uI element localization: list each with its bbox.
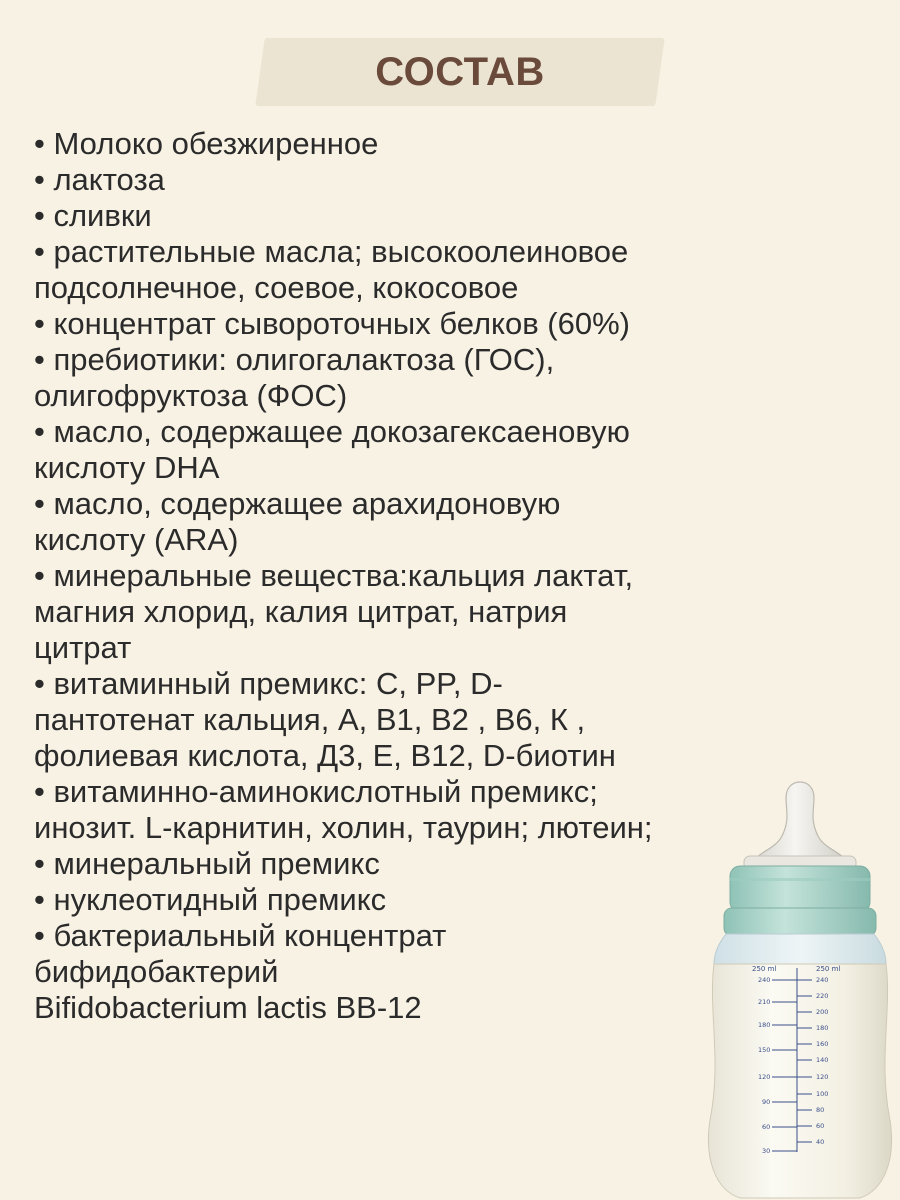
right-tick-label: 180 xyxy=(816,1024,829,1032)
right-scale-top-label: 250 ml xyxy=(816,965,841,973)
ingredient-line: • растительные масла; высокоолеиновое xyxy=(34,234,629,269)
ingredient-line: • минеральный премикс xyxy=(34,846,380,881)
ingredient-line: • пребиотики: олигогалактоза (ГОС), xyxy=(34,342,555,377)
ingredient-line: • концентрат сывороточных белков (60%) xyxy=(34,306,630,341)
left-tick-label: 150 xyxy=(758,1046,771,1054)
bottle-cap xyxy=(730,866,870,912)
ingredient-line: олигофруктоза (ФОС) xyxy=(34,378,348,413)
right-tick-label: 200 xyxy=(816,1008,829,1016)
ingredient-line: • нуклеотидный премикс xyxy=(34,882,387,917)
ingredient-line: • масло, содержащее докозагексаеновую xyxy=(34,414,630,449)
ingredient-line: • бактериальный концентрат xyxy=(34,918,447,953)
ingredient-line: фолиевая кислота, Д3, Е, В12, D-биотин xyxy=(34,738,616,773)
right-tick-label: 80 xyxy=(816,1106,825,1114)
ingredient-line: кислоту DHA xyxy=(34,450,220,485)
ingredient-line: • Молоко обезжиренное xyxy=(34,126,379,161)
left-tick-label: 30 xyxy=(762,1147,771,1155)
ingredient-line: инозит. L-карнитин, холин, таурин; лютеин; xyxy=(34,810,653,845)
right-tick-label: 240 xyxy=(816,976,829,984)
ingredient-line: пантотенат кальция, А, В1, В2 , В6, К , xyxy=(34,702,586,737)
ingredient-line: • витаминный премикс: С, PP, D- xyxy=(34,666,503,701)
ingredient-line: • витаминно-аминокислотный премикс; xyxy=(34,774,598,809)
ingredient-line: цитрат xyxy=(34,630,132,665)
ingredient-line: • масло, содержащее арахидоновую xyxy=(34,486,561,521)
ingredient-line: бифидобактерий xyxy=(34,954,279,989)
page-title: СОСТАВ xyxy=(375,50,545,94)
baby-bottle-image xyxy=(700,760,900,1200)
ingredient-line: магния хлорид, калия цитрат, натрия xyxy=(34,594,568,629)
right-tick-label: 100 xyxy=(816,1090,829,1098)
left-tick-label: 210 xyxy=(758,998,771,1006)
bottle-shoulder xyxy=(714,934,886,964)
nipple xyxy=(754,782,846,860)
right-tick-label: 140 xyxy=(816,1056,829,1064)
right-tick-label: 60 xyxy=(816,1122,825,1130)
ingredients-list xyxy=(34,126,794,1026)
left-tick-label: 180 xyxy=(758,1021,771,1029)
ingredient-line: Bifidobacterium lactis BB-12 xyxy=(34,990,422,1025)
right-tick-label: 160 xyxy=(816,1040,829,1048)
left-tick-label: 120 xyxy=(758,1073,771,1081)
ingredient-line: кислоту (ARA) xyxy=(34,522,239,557)
left-scale-top-label: 250 ml xyxy=(752,965,777,973)
left-tick-label: 240 xyxy=(758,976,771,984)
left-tick-label: 90 xyxy=(762,1098,771,1106)
left-tick-label: 60 xyxy=(762,1123,771,1131)
bottle-body xyxy=(708,964,891,1198)
right-tick-label: 40 xyxy=(816,1138,825,1146)
ingredient-line: подсолнечное, соевое, кокосовое xyxy=(34,270,519,305)
ingredient-line: • минеральные вещества:кальция лактат, xyxy=(34,558,634,593)
ingredient-line: • лактоза xyxy=(34,162,165,197)
ingredient-line: • сливки xyxy=(34,198,152,233)
right-tick-label: 120 xyxy=(816,1073,829,1081)
right-tick-label: 220 xyxy=(816,992,829,1000)
